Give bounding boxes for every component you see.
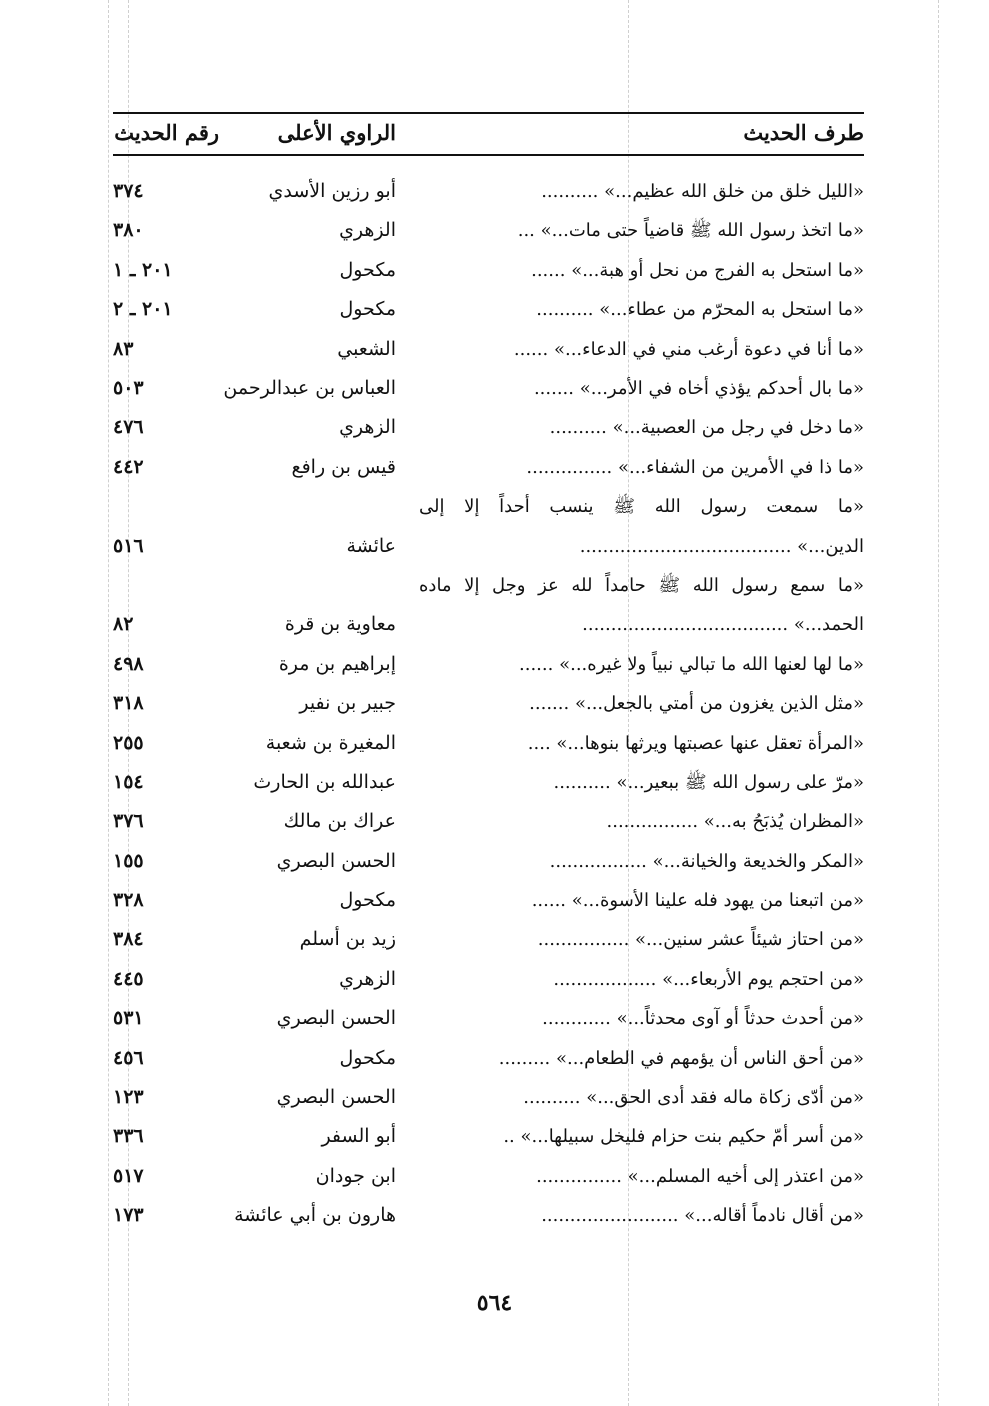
list-item <box>113 1196 864 1235</box>
hadith-text: «مثل الذين يغزون من أمتي بالجعل...» ....... <box>529 693 864 715</box>
hadith-number: ٥١٦ <box>113 534 144 557</box>
hadith-text: «ما سمعت رسول الله ﷺ ينسب أحداً إلا إلى <box>419 496 864 518</box>
hadith-text: «المكر والخديعة والخيانة...» ................. <box>549 850 864 872</box>
narrator-name: إبراهيم بن مرة <box>278 652 396 675</box>
narrator-name: الحسن البصري <box>276 1086 396 1109</box>
list-item <box>113 881 864 920</box>
list-item <box>113 172 864 211</box>
hadith-text: «ما سمع رسول الله ﷺ حامداً لله عز وجل إلا ماده <box>419 574 864 596</box>
hadith-text: «ما استحل به المحرّم من عطاء...» .......... <box>536 299 864 321</box>
page-number: ٥٦٤ <box>476 1290 513 1316</box>
narrator-name: الحسن البصري <box>276 1007 396 1030</box>
hadith-number: ٣٨٠ <box>113 219 144 242</box>
hadith-number: ١٧٣ <box>113 1204 144 1227</box>
hadith-number: ٨٣ <box>113 337 134 360</box>
narrator-name: قيس بن رافع <box>291 455 396 478</box>
list-item <box>113 1157 864 1196</box>
hadith-number: ٥٣١ <box>113 1007 144 1030</box>
column-header-hadith-text: طرف الحديث <box>743 120 864 145</box>
list-item <box>113 330 864 369</box>
list-item <box>113 211 864 250</box>
list-item <box>113 1039 864 1078</box>
hadith-text: «من أسر أمّ حكيم بنت حزام فليخل سبيلها...» .. <box>503 1126 864 1148</box>
list-item <box>113 251 864 290</box>
hadith-text: «ما استحل به الفرج من نحل أو هبة...» ...... <box>531 259 864 281</box>
list-item <box>113 645 864 684</box>
list-item <box>113 1078 864 1117</box>
hadith-text: «ما ذا في الأمرين من الشفاء...» ............... <box>526 456 864 478</box>
hadith-text: «من احتجم يوم الأربعاء...» .................. <box>553 968 864 990</box>
hadith-number: ٢٥٥ <box>113 731 144 754</box>
hadith-number: ٤٤٢ <box>113 455 144 478</box>
narrator-name: الشعبي <box>337 337 396 360</box>
hadith-number: ٣٨٤ <box>113 928 144 951</box>
hadith-text-continued: الدين...» ..................................... <box>579 535 864 557</box>
hadith-number: ١٥٤ <box>113 770 144 793</box>
header-bottom-rule <box>113 154 864 156</box>
hadith-number: ٤٥٦ <box>113 1046 144 1069</box>
hadith-number: ٤٧٦ <box>113 416 144 439</box>
narrator-name: زيد بن أسلم <box>299 928 396 951</box>
hadith-index-list <box>113 172 864 1236</box>
list-item <box>113 369 864 408</box>
hadith-number: ٣٢٨ <box>113 889 144 912</box>
list-item <box>113 920 864 959</box>
hadith-text: «المظران يُذبَحُ به...» ................ <box>606 811 864 833</box>
scan-guide-line <box>108 0 109 1406</box>
narrator-name: ابن جودان <box>315 1164 396 1187</box>
narrator-name: المغيرة بن شعبة <box>265 731 396 754</box>
hadith-number: ٣٧٦ <box>113 810 144 833</box>
hadith-text: «الليل خلق من خلق الله عظيم...» .......... <box>541 181 864 202</box>
hadith-number: ٣٣٦ <box>113 1125 144 1148</box>
hadith-number: ٢٠١ ـ ٢ <box>113 298 173 321</box>
hadith-text: «من أحق الناس أن يؤمهم في الطعام...» ......... <box>498 1047 864 1069</box>
list-item <box>113 763 864 802</box>
list-item <box>113 960 864 999</box>
list-item <box>113 802 864 841</box>
list-item <box>113 487 864 566</box>
list-item <box>113 842 864 881</box>
hadith-number: ٥٠٣ <box>113 376 144 399</box>
column-header-narrator: الراوي الأعلى <box>277 120 396 145</box>
hadith-number: ١٥٥ <box>113 849 144 872</box>
narrator-name: عبدالله بن الحارث <box>253 770 396 793</box>
hadith-text: «ما لها لعنها الله ما تبالي نبياً ولا غيره...» ...... <box>519 653 864 675</box>
hadith-number: ٤٤٥ <box>113 967 144 990</box>
list-item <box>113 724 864 763</box>
list-item <box>113 290 864 329</box>
narrator-name: مكحول <box>339 889 396 912</box>
table-header <box>113 116 864 152</box>
hadith-text: «من احتاز شيئاً عشر سنين...» ................ <box>537 929 864 951</box>
list-item <box>113 684 864 723</box>
narrator-name: الزهري <box>339 967 396 990</box>
narrator-name: الزهري <box>339 416 396 439</box>
hadith-text: «من أحدث حدثاً أو آوى محدثاً...» ............ <box>542 1008 864 1030</box>
narrator-name: العباس بن عبدالرحمن <box>223 376 396 399</box>
narrator-name: جبير بن نفير <box>299 692 396 715</box>
hadith-number: ١٢٣ <box>113 1086 144 1109</box>
list-item <box>113 999 864 1038</box>
scan-guide-line <box>938 0 939 1406</box>
narrator-name: هارون بن أبي عائشة <box>234 1204 396 1227</box>
hadith-text: «من أدّى زكاة ماله فقد أدى الحق...» .......... <box>523 1087 864 1109</box>
narrator-name: عائشة <box>346 534 396 557</box>
hadith-number: ٨٢ <box>113 613 134 636</box>
list-item <box>113 408 864 447</box>
narrator-name: أبو السفر <box>321 1125 396 1148</box>
hadith-text: «ما بال أحدكم يؤذي أخاه في الأمر...» ....... <box>533 377 864 399</box>
narrator-name: الزهري <box>339 219 396 242</box>
hadith-text: «من اعتذر إلى أخيه المسلم...» ............... <box>536 1165 864 1187</box>
list-item <box>113 1117 864 1156</box>
hadith-number: ٥١٧ <box>113 1164 144 1187</box>
hadith-text: «المرأة تعقل عنها عصبتها ويرثها بنوها...» .... <box>527 732 864 754</box>
hadith-text: «ما أنا في دعوة أرغب مني في الدعاء...» ...... <box>513 338 864 360</box>
hadith-number: ٢٠١ ـ ١ <box>113 258 173 281</box>
narrator-name: مكحول <box>339 258 396 281</box>
header-top-rule <box>113 112 864 114</box>
list-item <box>113 566 864 645</box>
narrator-name: أبو رزين الأسدي <box>268 180 396 202</box>
hadith-text: «مرّ على رسول الله ﷺ ببعير...» .......... <box>553 771 864 793</box>
list-item <box>113 448 864 487</box>
hadith-number: ٤٩٨ <box>113 652 144 675</box>
column-header-hadith-number: رقم الحديث <box>114 120 219 145</box>
hadith-text: «من اتبعنا من يهود فله علينا الأسوة...» ...... <box>531 890 864 912</box>
narrator-name: الحسن البصري <box>276 849 396 872</box>
hadith-text: «من أقال نادماً أقاله...» ........................ <box>541 1205 864 1227</box>
narrator-name: عراك بن مالك <box>283 810 396 833</box>
narrator-name: مكحول <box>339 298 396 321</box>
narrator-name: معاوية بن قرة <box>284 613 396 636</box>
narrator-name: مكحول <box>339 1046 396 1069</box>
hadith-text: «ما اتخذ رسول الله ﷺ قاضياً حتى مات...» ... <box>517 220 864 242</box>
hadith-text: «ما دخل في رجل من العصبية...» .......... <box>549 417 864 439</box>
hadith-number: ٣١٨ <box>113 692 144 715</box>
hadith-text-continued: الحمد...» .................................... <box>582 614 864 636</box>
hadith-number: ٣٧٤ <box>113 180 144 202</box>
